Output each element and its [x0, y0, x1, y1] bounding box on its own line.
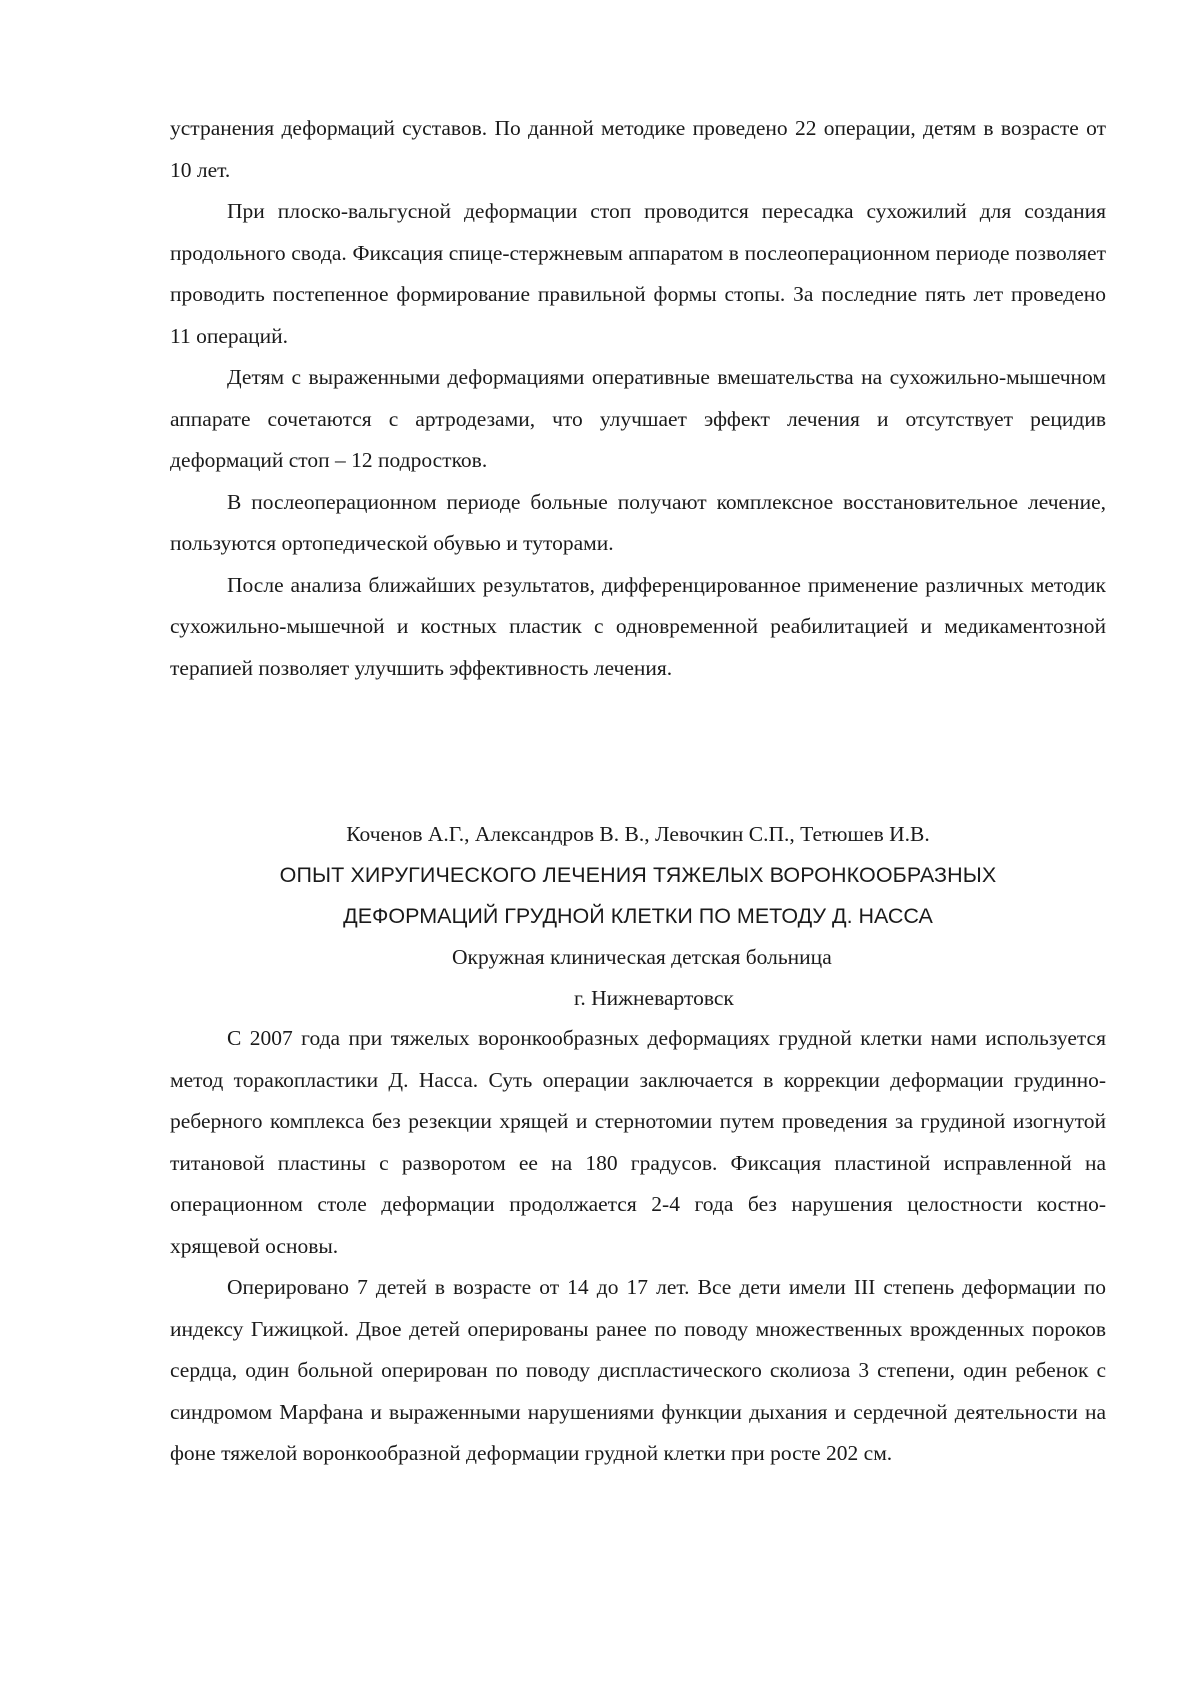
article-title-line-2: ДЕФОРМАЦИЙ ГРУДНОЙ КЛЕТКИ ПО МЕТОДУ Д. НАССА: [343, 904, 933, 928]
article-authors: Коченов А.Г., Александров В. В., Левочкин С.П., Тетюшев И.В.: [346, 822, 930, 846]
paragraph: Детям с выраженными деформациями оперативные вмешательства на сухожильно-мышечном аппарате сочетаются с артродезами, что улучшает эффект лечения и отсутствует рецидив деформаций стоп – 12 подростков.: [170, 365, 1106, 472]
article-institution: Окружная клиническая детская больница: [452, 945, 832, 969]
paragraph: С 2007 года при тяжелых воронкообразных деформациях грудной клетки нами используется метод торакопластики Д. Насса. Суть операции заключается в коррекции деформации грудинно-реберного комплекса без резекции хрящей и стернотомии путем проведения за грудиной изогнутой титановой пластины с разворотом ее на 180 градусов. Фиксация пластиной исправленной на операционном столе деформации продолжается 2-4 года без нарушения целостности костно-хрящевой основы.: [170, 1026, 1106, 1258]
paragraph-continuation: устранения деформаций суставов. По данной методике проведено 22 операции, детям в возрасте от 10 лет.: [170, 116, 1106, 182]
continued-text-section: [170, 108, 1106, 689]
paragraph: При плоско-вальгусной деформации стоп проводится пересадка сухожилий для создания продольного свода. Фиксация спице-стержневым аппаратом в послеоперационном периоде позволяет проводить постепенное формирование правильной формы стопы. За последние пять лет проведено 11 операций.: [170, 199, 1106, 348]
article-city: г. Нижневартовск: [574, 986, 734, 1010]
paragraph: В послеоперационном периоде больные получают комплексное восстановительное лечение, пользуются ортопедической обувью и туторами.: [170, 489, 1106, 555]
paragraph: Оперировано 7 детей в возрасте от 14 до 17 лет. Все дети имели III степень деформации по индексу Гижицкой. Двое детей оперированы ранее по поводу множественных врожденных пороков сердца, один больной оперирован по поводу диспластического сколиоза 3 степени, один ребенок с синдромом Марфана и выраженными нарушениями функции дыхания и сердечной деятельности на фоне тяжелой воронкообразной деформации грудной клетки при росте 202 см.: [170, 1275, 1106, 1465]
article-body: [170, 1018, 1106, 1475]
article-title-line-1: ОПЫТ ХИРУГИЧЕСКОГО ЛЕЧЕНИЯ ТЯЖЕЛЫХ ВОРОНКООБРАЗНЫХ: [279, 863, 997, 887]
paragraph: После анализа ближайших результатов, дифференцированное применение различных методик сухожильно-мышечной и костных пластик с одновременной реабилитацией и медикаментозной терапией позволяет улучшить эффективность лечения.: [170, 572, 1106, 680]
